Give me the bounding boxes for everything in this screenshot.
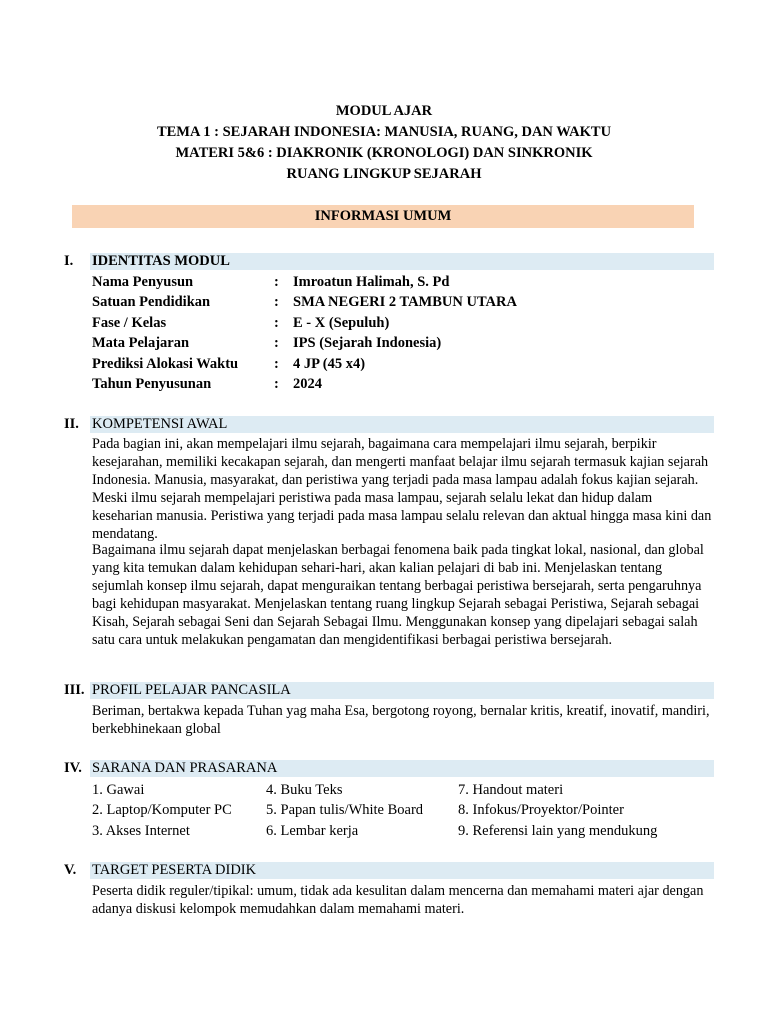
section-sarana-header	[64, 760, 714, 777]
identity-separator: :	[274, 376, 279, 392]
identity-key: Nama Penyusun	[92, 274, 194, 290]
list-item: 9. Referensi lain yang mendukung	[458, 823, 658, 839]
section-title: KOMPETENSI AWAL	[92, 416, 228, 432]
kompetensi-paragraph-2: Bagaimana ilmu sejarah dapat menjelaskan berbagai fenomena baik pada tingkat lokal, nasional, dan global yang kita temukan dalam kehidupan sehari-hari, akan kalian pelajari di bab ini. Menjelaskan tentang sejumlah konsep ilmu sejarah, dapat menguraikan tentang berbagai peristiwa bersejarah, serta pengaruhnya bagi kehidupan masyarakat. Menjelaskan tentang ruang lingkup Sejarah sebagai Peristiwa, Sejarah sebagai Kisah, Sejarah sebagai Seni dan Sejarah Sebagai Ilmu. Menggunakan konsep yang dipelajari sebagai salah satu cara untuk melakukan pengamatan dan mengidentifikasi berbagai peristiwa bersejarah.	[92, 542, 704, 648]
identity-key: Mata Pelajaran	[92, 335, 190, 351]
identity-separator: :	[274, 315, 279, 331]
identity-separator: :	[274, 356, 279, 372]
identity-key: Satuan Pendidikan	[92, 294, 211, 310]
profil-paragraph: Beriman, bertakwa kepada Tuhan yag maha Esa, bergotong royong, bernalar kritis, kreatif, inovatif, mandiri, berkebhinekaan global	[92, 703, 710, 737]
identity-value: SMA NEGERI 2 TAMBUN UTARA	[293, 294, 517, 310]
identity-value: IPS (Sejarah Indonesia)	[293, 335, 442, 351]
list-item: 7. Handout materi	[458, 782, 564, 798]
section-identitas-header	[64, 253, 714, 270]
list-item: 6. Lembar kerja	[266, 823, 359, 839]
identity-value: 4 JP (45 x4)	[293, 356, 366, 372]
list-item: 2. Laptop/Komputer PC	[92, 802, 232, 818]
list-item: 1. Gawai	[92, 782, 145, 798]
section-kompetensi-header	[64, 416, 714, 433]
title-line-1: MODUL AJAR	[335, 103, 433, 119]
target-paragraph: Peserta didik reguler/tipikal: umum, tidak ada kesulitan dalam mencerna dan memahami materi ajar dengan adanya diskusi kelompok memudahkan dalam memahami materi.	[92, 883, 704, 917]
section-title: SARANA DAN PRASARANA	[92, 760, 278, 776]
identity-key: Tahun Penyusunan	[92, 376, 212, 392]
section-profil-header	[64, 682, 714, 699]
list-item: 8. Infokus/Proyektor/Pointer	[458, 802, 624, 818]
identity-key: Prediksi Alokasi Waktu	[92, 356, 239, 372]
identity-separator: :	[274, 274, 279, 290]
section-number: III.	[64, 682, 85, 698]
identity-separator: :	[274, 294, 279, 310]
identity-value: Imroatun Halimah, S. Pd	[293, 274, 450, 290]
title-line-4: RUANG LINGKUP SEJARAH	[286, 166, 482, 182]
section-title: IDENTITAS MODUL	[92, 253, 230, 269]
list-item: 5. Papan tulis/White Board	[266, 802, 424, 818]
section-number: I.	[64, 253, 74, 269]
list-item: 3. Akses Internet	[92, 823, 190, 839]
identity-value: E - X (Sepuluh)	[293, 315, 390, 331]
section-number: IV.	[64, 760, 82, 776]
section-title: TARGET PESERTA DIDIK	[92, 862, 257, 878]
list-item: 4. Buku Teks	[266, 782, 343, 798]
identity-key: Fase / Kelas	[92, 315, 167, 331]
title-line-2: TEMA 1 : SEJARAH INDONESIA: MANUSIA, RUANG, DAN WAKTU	[156, 124, 612, 140]
section-number: II.	[64, 416, 79, 432]
identity-separator: :	[274, 335, 279, 351]
title-line-3: MATERI 5&6 : DIAKRONIK (KRONOLOGI) DAN SINKRONIK	[175, 145, 593, 161]
kompetensi-paragraph-1: Pada bagian ini, akan mempelajari ilmu sejarah, bagaimana cara mempelajari ilmu sejarah, berpikir kesejarahan, memiliki kecakapan sejarah, dan mengerti manfaat belajar ilmu sejarah termasuk kajian sejarah Indonesia. Manusia, masyarakat, dan peristiwa yang terjadi pada masa lampau adalah fokus kajian sejarah. Meski ilmu sejarah mempelajari peristiwa pada masa lampau, sejarah selalu lekat dan hidup dalam keseharian manusia. Peristiwa yang terjadi pada masa lampau selalu relevan dan aktual hingga masa kini dan mendatang.	[92, 436, 712, 542]
document-title-block	[0, 101, 768, 185]
info-umum-banner: INFORMASI UMUM	[72, 205, 694, 228]
section-title: PROFIL PELAJAR PANCASILA	[92, 682, 291, 698]
section-number: V.	[64, 862, 77, 878]
identity-value: 2024	[293, 376, 322, 392]
section-target-header	[64, 862, 714, 879]
